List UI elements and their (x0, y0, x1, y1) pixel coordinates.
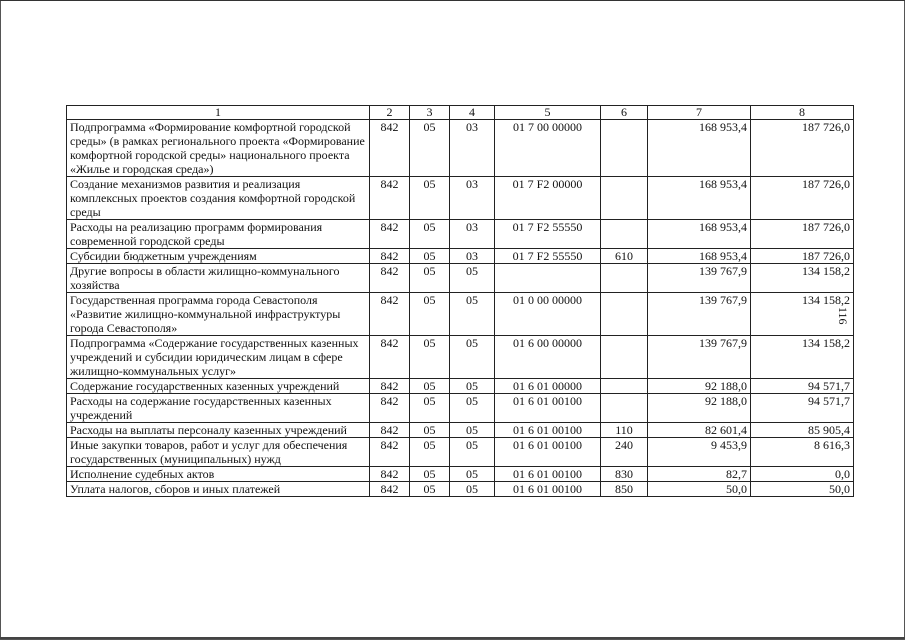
row-gr: 842 (370, 379, 410, 394)
row-amount-1: 168 953,4 (648, 120, 751, 177)
row-vr: 830 (601, 467, 648, 482)
row-name: Исполнение судебных актов (67, 467, 370, 482)
row-amount-2: 85 905,4 (751, 423, 854, 438)
row-vr: 240 (601, 438, 648, 467)
row-csr: 01 0 00 00000 (495, 293, 601, 336)
row-rz: 05 (410, 249, 450, 264)
row-vr (601, 336, 648, 379)
row-rz: 05 (410, 467, 450, 482)
row-amount-2: 50,0 (751, 482, 854, 497)
row-gr: 842 (370, 482, 410, 497)
table-row (67, 264, 854, 293)
table-row (67, 220, 854, 249)
row-gr: 842 (370, 423, 410, 438)
row-name: Содержание государственных казенных учреждений (67, 379, 370, 394)
row-vr (601, 379, 648, 394)
row-vr (601, 394, 648, 423)
header-col-1: 1 (67, 106, 370, 120)
table-header-row (67, 106, 854, 120)
row-pr: 03 (450, 177, 495, 220)
row-csr: 01 7 F2 55550 (495, 220, 601, 249)
row-rz: 05 (410, 482, 450, 497)
row-csr: 01 6 00 00000 (495, 336, 601, 379)
row-amount-1: 82,7 (648, 467, 751, 482)
row-pr: 05 (450, 482, 495, 497)
row-amount-1: 168 953,4 (648, 177, 751, 220)
row-amount-1: 50,0 (648, 482, 751, 497)
row-rz: 05 (410, 438, 450, 467)
row-rz: 05 (410, 177, 450, 220)
row-gr: 842 (370, 467, 410, 482)
row-vr (601, 220, 648, 249)
row-name: Другие вопросы в области жилищно-коммунального хозяйства (67, 264, 370, 293)
table-row (67, 120, 854, 177)
table-row (67, 293, 854, 336)
row-amount-2: 187 726,0 (751, 177, 854, 220)
row-pr: 05 (450, 264, 495, 293)
header-col-7: 7 (648, 106, 751, 120)
row-pr: 05 (450, 394, 495, 423)
scan-edge-bottom (0, 637, 905, 639)
row-amount-1: 139 767,9 (648, 293, 751, 336)
row-rz: 05 (410, 120, 450, 177)
table-row (67, 177, 854, 220)
row-pr: 03 (450, 220, 495, 249)
table-row (67, 423, 854, 438)
row-rz: 05 (410, 423, 450, 438)
row-amount-2: 134 158,2 (751, 293, 854, 336)
row-amount-2: 94 571,7 (751, 394, 854, 423)
row-rz: 05 (410, 293, 450, 336)
row-csr: 01 6 01 00100 (495, 482, 601, 497)
row-amount-1: 92 188,0 (648, 394, 751, 423)
row-amount-1: 139 767,9 (648, 336, 751, 379)
row-amount-2: 187 726,0 (751, 120, 854, 177)
header-col-6: 6 (601, 106, 648, 120)
header-col-5: 5 (495, 106, 601, 120)
row-amount-2: 187 726,0 (751, 249, 854, 264)
row-pr: 03 (450, 249, 495, 264)
row-name: Подпрограмма «Содержание государственных казенных учреждений и субсидии юридическим лицам в сфере жилищно-коммунальных услуг» (67, 336, 370, 379)
row-gr: 842 (370, 394, 410, 423)
row-csr (495, 264, 601, 293)
row-name: Создание механизмов развития и реализация комплексных проектов создания комфортной городской среды (67, 177, 370, 220)
row-name: Государственная программа города Севастополя «Развитие жилищно-коммунальной инфраструктуры города Севастополя» (67, 293, 370, 336)
row-pr: 03 (450, 120, 495, 177)
row-pr: 05 (450, 293, 495, 336)
row-name: Расходы на реализацию программ формирования современной городской среды (67, 220, 370, 249)
page-number: 116 (836, 307, 850, 325)
row-amount-1: 139 767,9 (648, 264, 751, 293)
row-amount-2: 134 158,2 (751, 336, 854, 379)
row-amount-1: 9 453,9 (648, 438, 751, 467)
row-csr: 01 7 F2 55550 (495, 249, 601, 264)
row-csr: 01 6 01 00100 (495, 423, 601, 438)
row-pr: 05 (450, 336, 495, 379)
header-col-4: 4 (450, 106, 495, 120)
row-vr (601, 177, 648, 220)
row-csr: 01 6 01 00100 (495, 467, 601, 482)
row-csr: 01 6 01 00100 (495, 438, 601, 467)
budget-table (66, 105, 854, 497)
row-rz: 05 (410, 394, 450, 423)
row-name: Субсидии бюджетным учреждениям (67, 249, 370, 264)
header-col-8: 8 (751, 106, 854, 120)
row-vr: 850 (601, 482, 648, 497)
row-name: Расходы на выплаты персоналу казенных учреждений (67, 423, 370, 438)
row-pr: 05 (450, 423, 495, 438)
row-name: Иные закупки товаров, работ и услуг для обеспечения государственных (муниципальных) нужд (67, 438, 370, 467)
row-vr (601, 120, 648, 177)
row-pr: 05 (450, 467, 495, 482)
row-csr: 01 7 F2 00000 (495, 177, 601, 220)
row-name: Подпрограмма «Формирование комфортной городской среды» (в рамках регионального проекта «Формирование комфортной городской среды» национального проекта «Жилье и городская среда») (67, 120, 370, 177)
row-pr: 05 (450, 438, 495, 467)
row-amount-2: 94 571,7 (751, 379, 854, 394)
row-amount-2: 187 726,0 (751, 220, 854, 249)
header-col-2: 2 (370, 106, 410, 120)
table-row (67, 379, 854, 394)
table-row (67, 482, 854, 497)
row-csr: 01 6 01 00000 (495, 379, 601, 394)
row-gr: 842 (370, 264, 410, 293)
scan-edge-top (0, 0, 905, 1)
row-gr: 842 (370, 438, 410, 467)
row-vr: 610 (601, 249, 648, 264)
row-rz: 05 (410, 220, 450, 249)
table-row (67, 249, 854, 264)
row-gr: 842 (370, 220, 410, 249)
row-amount-1: 92 188,0 (648, 379, 751, 394)
row-amount-2: 134 158,2 (751, 264, 854, 293)
row-gr: 842 (370, 177, 410, 220)
row-vr: 110 (601, 423, 648, 438)
row-csr: 01 6 01 00100 (495, 394, 601, 423)
row-rz: 05 (410, 336, 450, 379)
row-gr: 842 (370, 249, 410, 264)
row-amount-1: 168 953,4 (648, 220, 751, 249)
row-amount-1: 82 601,4 (648, 423, 751, 438)
table-row (67, 394, 854, 423)
table-row (67, 467, 854, 482)
row-name: Уплата налогов, сборов и иных платежей (67, 482, 370, 497)
row-amount-1: 168 953,4 (648, 249, 751, 264)
table-row (67, 336, 854, 379)
row-amount-2: 8 616,3 (751, 438, 854, 467)
row-amount-2: 0,0 (751, 467, 854, 482)
row-rz: 05 (410, 379, 450, 394)
header-col-3: 3 (410, 106, 450, 120)
row-pr: 05 (450, 379, 495, 394)
row-name: Расходы на содержание государственных казенных учреждений (67, 394, 370, 423)
row-gr: 842 (370, 336, 410, 379)
table-row (67, 438, 854, 467)
row-csr: 01 7 00 00000 (495, 120, 601, 177)
row-vr (601, 293, 648, 336)
row-gr: 842 (370, 120, 410, 177)
row-vr (601, 264, 648, 293)
row-gr: 842 (370, 293, 410, 336)
row-rz: 05 (410, 264, 450, 293)
